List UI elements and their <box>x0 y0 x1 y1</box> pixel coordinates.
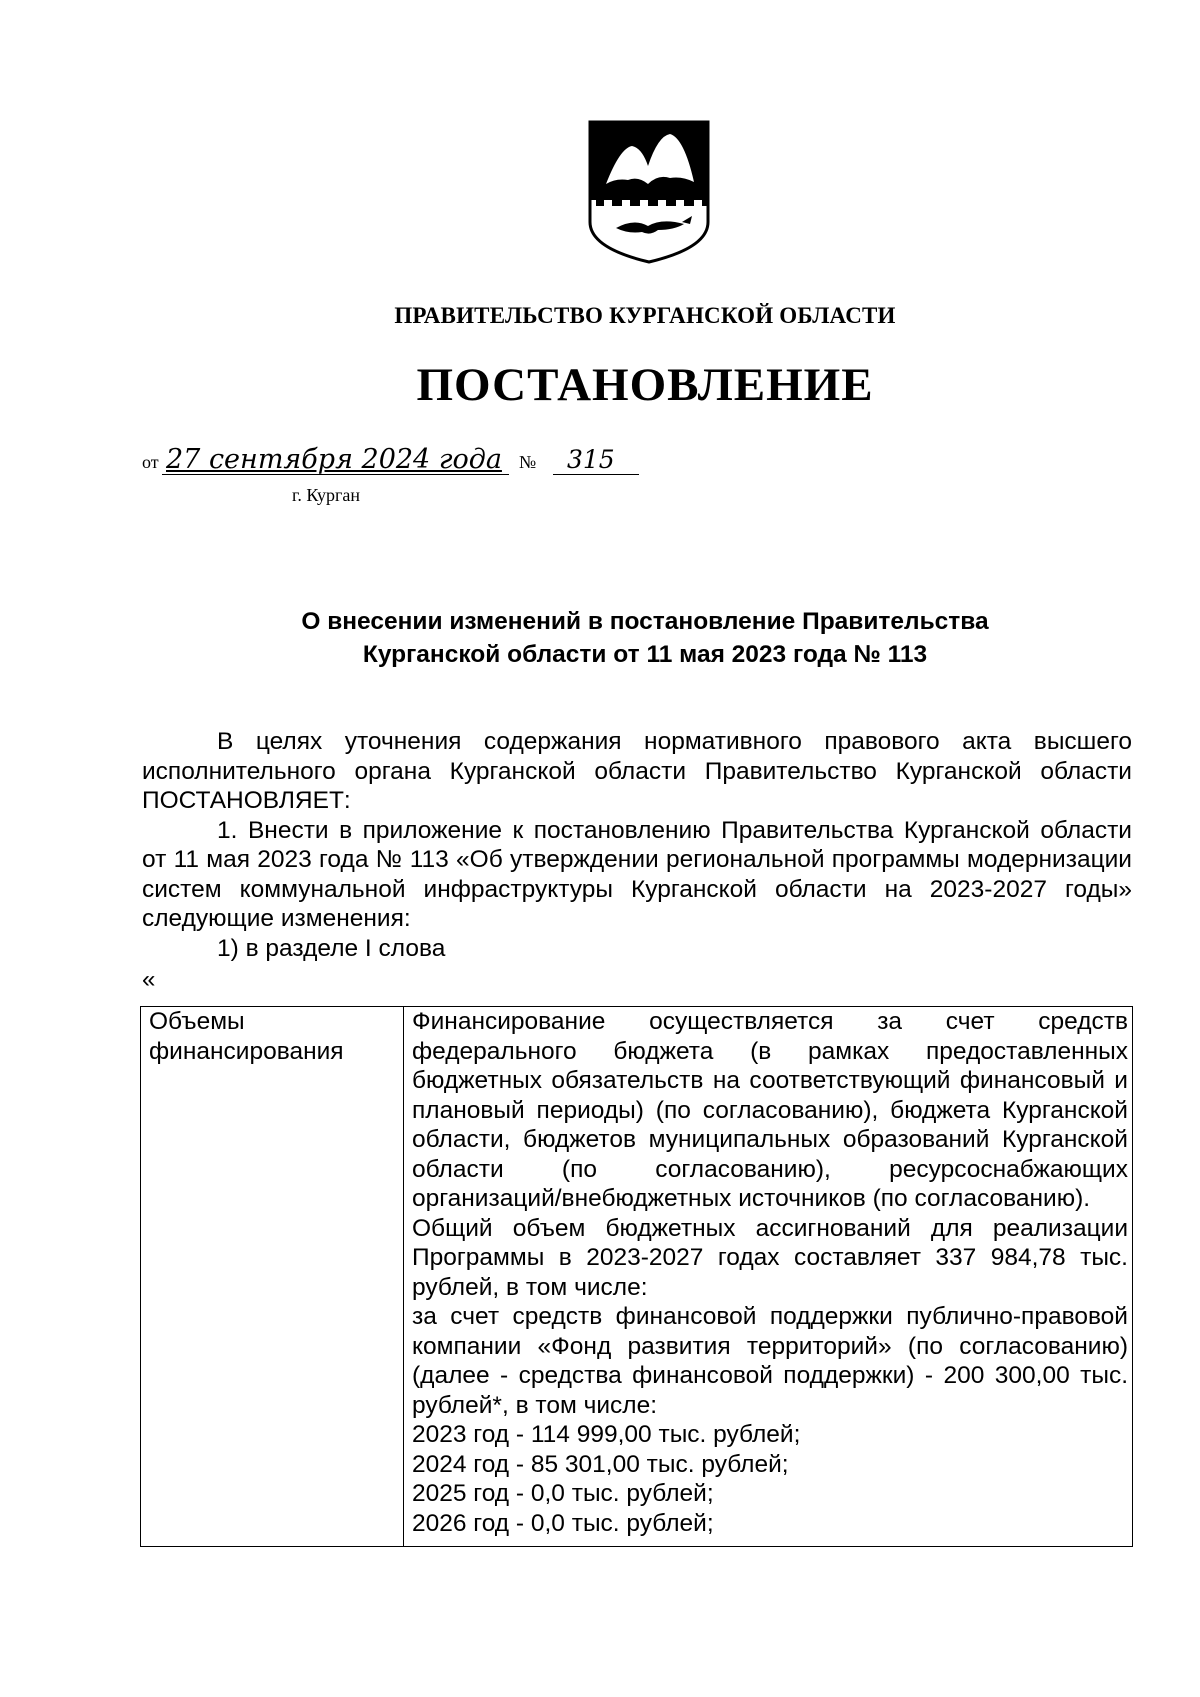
year-2024-line: 2024 год - 85 301,00 тыс. рублей; <box>412 1450 789 1478</box>
resolves-word: ПОСТАНОВЛЯЕТ: <box>142 787 351 814</box>
opening-quote-mark: « <box>142 966 156 993</box>
intro-text: В целях уточнения содержания нормативного правового акта высшего исполнительного органа Курганской области Правительство Курганской области <box>142 728 1132 785</box>
financing-label-cell: Объемы финансирования <box>141 1007 404 1547</box>
document-type-title: ПОСТАНОВЛЕНИЕ <box>416 359 874 411</box>
fund-support-paragraph: за счет средств финансовой поддержки публично-правовой компании «Фонд развития территорий» (по согласованию) (далее - средства финансовой поддержки) - 200 300,00 тыс. рублей*, в том числе: <box>412 1303 1128 1419</box>
financing-table <box>140 1006 1133 1547</box>
date-number-line <box>142 446 639 475</box>
financing-content-cell <box>404 1007 1133 1547</box>
total-budget-paragraph: Общий объем бюджетных ассигнований для реализации Программы в 2023-2027 годах составляет 337 984,78 тыс. рублей, в том числе: <box>412 1214 1128 1301</box>
coat-of-arms-emblem <box>586 118 712 266</box>
kurgan-region-coat-of-arms-icon <box>586 118 712 266</box>
year-2023-line: 2023 год - 114 999,00 тыс. рублей; <box>412 1421 801 1448</box>
government-name: ПРАВИТЕЛЬСТВО КУРГАНСКОЙ ОБЛАСТИ <box>394 303 896 328</box>
document-subject <box>0 605 1200 671</box>
item-1-paragraph: 1. Внести в приложение к постановлению Правительства Курганской области от 11 мая 2023 года № 113 «Об утверждении региональной программы модернизации систем коммунальной инфраструктуры Курганской области на 2023-2027 годы» следующие изменения: <box>142 816 1132 932</box>
document-date: 27 сентября 2024 года <box>162 446 509 475</box>
city-label: г. Курган <box>292 485 361 505</box>
number-prefix: № <box>519 452 537 472</box>
year-2026-line: 2026 год - 0,0 тыс. рублей; <box>412 1509 714 1537</box>
subject-line-1: О внесении изменений в постановление Правительства <box>301 608 989 635</box>
date-prefix: от <box>142 452 159 472</box>
financing-sources-paragraph: Финансирование осуществляется за счет средств федерального бюджета (в рамках предоставленных бюджетных обязательств на соответствующий финансовый и плановый периоды) (по согласованию), бюджета Курганской области, бюджетов муниципальных образований Курганской области (по согласованию), ресурсоснабжающих организаций/внебюджетных источников (по согласованию). <box>412 1008 1128 1212</box>
subitem-1-paragraph: 1) в разделе I слова <box>217 934 446 962</box>
year-2025-line: 2025 год - 0,0 тыс. рублей; <box>412 1480 714 1507</box>
table-row <box>141 1007 1133 1547</box>
document-number: 315 <box>553 446 639 475</box>
intro-paragraph <box>142 727 1132 816</box>
subject-line-2: Курганской области от 11 мая 2023 года № 113 <box>362 641 928 668</box>
document-body <box>142 727 1132 963</box>
